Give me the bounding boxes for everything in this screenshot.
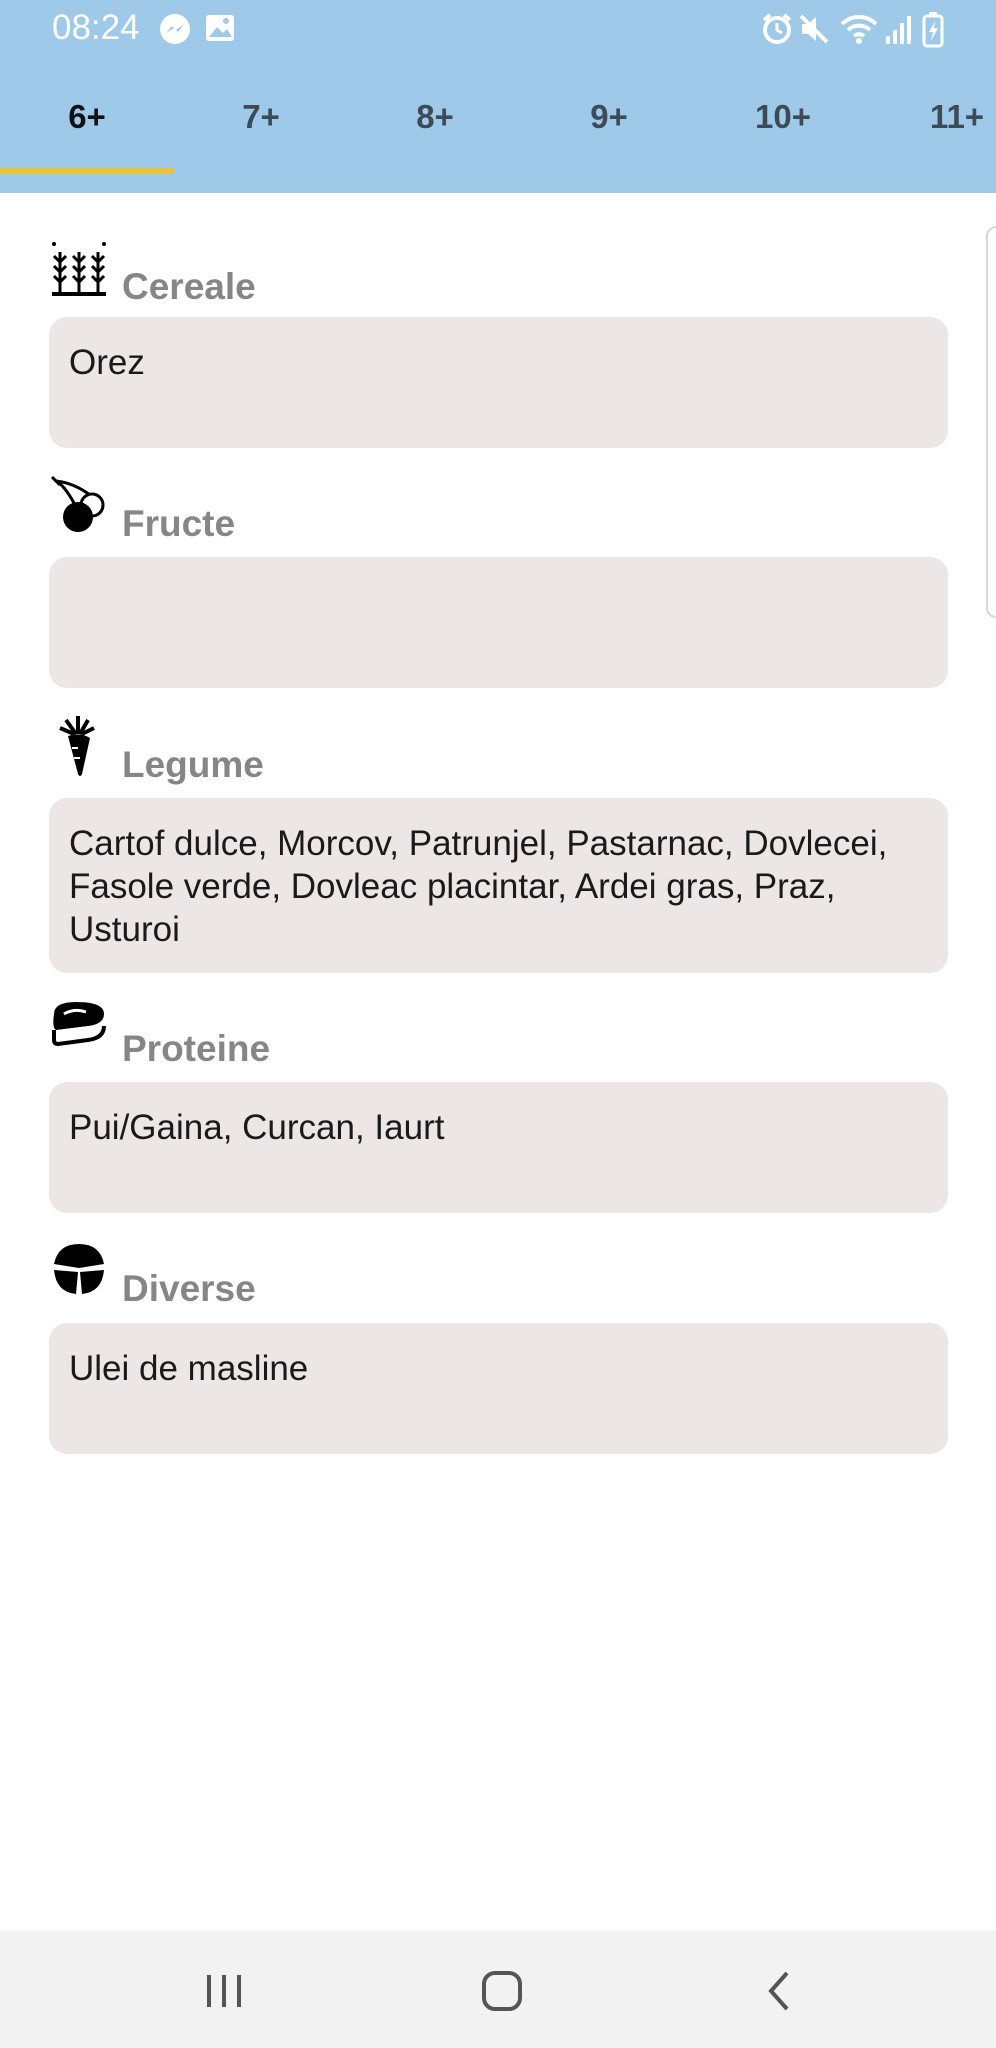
messenger-icon (158, 12, 192, 51)
home-icon[interactable] (467, 1961, 537, 2021)
recent-apps-icon[interactable] (189, 1961, 259, 2021)
steak-icon (50, 1000, 108, 1060)
cherries-icon (50, 475, 108, 535)
section-title: Fructe (122, 503, 236, 544)
tab-7-plus[interactable]: 7+ (242, 97, 280, 135)
tab-10-plus[interactable]: 10+ (755, 97, 811, 135)
wheat-icon (50, 238, 108, 298)
section-title: Cereale (122, 266, 256, 307)
section-title: Legume (122, 744, 264, 785)
tab-9-plus[interactable]: 9+ (590, 97, 628, 135)
status-bar (0, 0, 996, 60)
gallery-icon (204, 12, 236, 49)
navigation-bar (0, 1931, 996, 2048)
active-tab-indicator (0, 168, 174, 174)
section-title: Proteine (122, 1028, 271, 1069)
tab-6-plus[interactable]: 6+ (68, 97, 106, 135)
wifi-icon (840, 12, 878, 51)
nut-icon (50, 1240, 108, 1300)
carrot-icon (50, 716, 108, 776)
section-title: Diverse (122, 1268, 256, 1309)
diverse-field[interactable]: Ulei de masline (49, 1323, 948, 1454)
signal-icon (884, 12, 914, 51)
status-time: 08:24 (52, 8, 140, 47)
cereale-field[interactable]: Orez (49, 317, 948, 448)
tab-8-plus[interactable]: 8+ (416, 97, 454, 135)
edge-panel-handle[interactable] (986, 226, 996, 618)
fructe-field[interactable] (49, 557, 948, 688)
battery-charging-icon (922, 12, 944, 53)
alarm-icon (760, 12, 794, 51)
mute-icon (797, 12, 831, 51)
tab-11-plus[interactable]: 11+ (929, 97, 985, 135)
proteine-field[interactable]: Pui/Gaina, Curcan, Iaurt (49, 1082, 948, 1213)
legume-field[interactable]: Cartof dulce, Morcov, Patrunjel, Pastarnac, Dovlecei, Fasole verde, Dovleac placintar, Ardei gras, Praz, Usturoi (49, 798, 948, 973)
app-header (0, 0, 996, 193)
back-icon[interactable] (745, 1961, 815, 2021)
